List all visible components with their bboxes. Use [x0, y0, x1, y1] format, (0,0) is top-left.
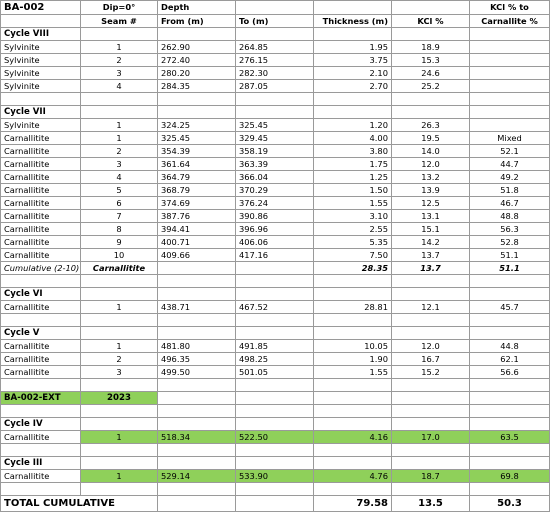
total-carnallite: 50.3	[470, 496, 550, 512]
seam-cell: 3	[81, 366, 158, 379]
to-cell: 498.25	[236, 353, 314, 366]
to-cell: 282.30	[236, 67, 314, 80]
thickness-cell: 4.00	[314, 132, 392, 145]
from-cell: 374.69	[158, 197, 236, 210]
mineral-cell: Carnallitite	[1, 470, 81, 483]
seam-cell: 7	[81, 210, 158, 223]
carnallite-cell: 44.8	[470, 340, 550, 353]
carnallite-cell: 69.8	[470, 470, 550, 483]
from-cell: 354.39	[158, 145, 236, 158]
thickness-cell: 3.75	[314, 54, 392, 67]
table-row	[1, 132, 550, 145]
cumulative-row	[1, 262, 550, 275]
kcl-cell: 16.7	[392, 353, 470, 366]
from-cell: 361.64	[158, 158, 236, 171]
thickness-cell: 4.16	[314, 431, 392, 444]
from-cell: 368.79	[158, 184, 236, 197]
thickness-cell: 2.10	[314, 67, 392, 80]
thickness-cell: 3.80	[314, 145, 392, 158]
kcl-cell: 25.2	[392, 80, 470, 93]
table-row	[1, 184, 550, 197]
seam-cell: 1	[81, 119, 158, 132]
dip-label: Dip=0°	[81, 1, 158, 15]
kcl-cell: 24.6	[392, 67, 470, 80]
from-cell: 325.45	[158, 132, 236, 145]
total-label: TOTAL CUMULATIVE	[1, 496, 158, 512]
ext-label: BA-002-EXT	[1, 392, 81, 405]
table-row	[1, 54, 550, 67]
carnallite-cell	[470, 41, 550, 54]
seam-cell: 8	[81, 223, 158, 236]
carnallite-cell: 48.8	[470, 210, 550, 223]
from-cell: 364.79	[158, 171, 236, 184]
table-row	[1, 223, 550, 236]
mineral-cell: Sylvinite	[1, 41, 81, 54]
kcl-cell: 13.2	[392, 171, 470, 184]
table-row	[1, 210, 550, 223]
kcl-cell: 13.9	[392, 184, 470, 197]
total-thickness: 79.58	[314, 496, 392, 512]
thickness-cell: 1.75	[314, 158, 392, 171]
seam-cell: 1	[81, 41, 158, 54]
mineral-cell: Carnallitite	[1, 249, 81, 262]
table-row	[1, 353, 550, 366]
kcl-cell: 15.3	[392, 54, 470, 67]
blank-row	[1, 405, 550, 418]
thickness-cell: 28.81	[314, 301, 392, 314]
kcl-cell: 18.7	[392, 470, 470, 483]
table-row	[1, 80, 550, 93]
to-cell: 467.52	[236, 301, 314, 314]
table-row	[1, 431, 550, 444]
carnallite-cell: 51.1	[470, 249, 550, 262]
mineral-cell: Sylvinite	[1, 54, 81, 67]
mineral-cell: Carnallitite	[1, 353, 81, 366]
mineral-cell: Carnallitite	[1, 223, 81, 236]
carnallite-cell	[470, 54, 550, 67]
seam-cell: 1	[81, 340, 158, 353]
section-cycle-iii	[1, 457, 550, 470]
carnallite-cell: 45.7	[470, 301, 550, 314]
thickness-cell: 2.70	[314, 80, 392, 93]
table-row	[1, 470, 550, 483]
blank-row	[1, 275, 550, 288]
kcl-to-label: KCl % to	[470, 1, 550, 15]
thickness-cell: 5.35	[314, 236, 392, 249]
from-cell: 284.35	[158, 80, 236, 93]
blank-row	[1, 93, 550, 106]
section-label: Cycle VI	[1, 288, 81, 301]
seam-cell: 1	[81, 132, 158, 145]
from-cell: 438.71	[158, 301, 236, 314]
kcl-cell: 12.5	[392, 197, 470, 210]
to-cell: 376.24	[236, 197, 314, 210]
mineral-cell: Sylvinite	[1, 119, 81, 132]
from-cell: 324.25	[158, 119, 236, 132]
table-row	[1, 119, 550, 132]
section-cycle-iv	[1, 418, 550, 431]
header-row-2	[1, 15, 550, 28]
blank-row	[1, 379, 550, 392]
table-row	[1, 41, 550, 54]
from-cell: 518.34	[158, 431, 236, 444]
carnallite-cell: 56.3	[470, 223, 550, 236]
cumulative-carnallite: 51.1	[470, 262, 550, 275]
table-row	[1, 67, 550, 80]
kcl-header: KCl %	[392, 15, 470, 28]
carnallite-cell: 52.8	[470, 236, 550, 249]
carnallite-cell: 52.1	[470, 145, 550, 158]
mineral-cell: Sylvinite	[1, 80, 81, 93]
carnallite-cell: 62.1	[470, 353, 550, 366]
carnallite-cell: 63.5	[470, 431, 550, 444]
to-cell: 287.05	[236, 80, 314, 93]
from-cell: 496.35	[158, 353, 236, 366]
seam-cell: 1	[81, 301, 158, 314]
thickness-cell: 1.55	[314, 197, 392, 210]
to-cell: 366.04	[236, 171, 314, 184]
carnallite-cell: Mixed	[470, 132, 550, 145]
carnallite-cell	[470, 80, 550, 93]
kcl-cell: 13.1	[392, 210, 470, 223]
carnallite-cell	[470, 67, 550, 80]
carnallite-cell	[470, 119, 550, 132]
section-label: Cycle IV	[1, 418, 81, 431]
thickness-cell: 1.20	[314, 119, 392, 132]
thickness-cell: 7.50	[314, 249, 392, 262]
kcl-cell: 15.1	[392, 223, 470, 236]
total-row	[1, 496, 550, 512]
mineral-cell: Carnallitite	[1, 431, 81, 444]
carnallite-cell: 46.7	[470, 197, 550, 210]
kcl-cell: 18.9	[392, 41, 470, 54]
table-row	[1, 301, 550, 314]
from-cell: 481.80	[158, 340, 236, 353]
cumulative-mineral: Carnallitite	[81, 262, 158, 275]
seam-cell: 4	[81, 80, 158, 93]
seam-header: Seam #	[81, 15, 158, 28]
seam-cell: 3	[81, 67, 158, 80]
thickness-cell: 4.76	[314, 470, 392, 483]
to-cell: 264.85	[236, 41, 314, 54]
section-label: Cycle V	[1, 327, 81, 340]
to-cell: 396.96	[236, 223, 314, 236]
mineral-cell: Carnallitite	[1, 301, 81, 314]
cumulative-thickness: 28.35	[314, 262, 392, 275]
table-row	[1, 249, 550, 262]
to-cell: 417.16	[236, 249, 314, 262]
to-cell: 406.06	[236, 236, 314, 249]
cumulative-kcl: 13.7	[392, 262, 470, 275]
thickness-cell: 1.95	[314, 41, 392, 54]
mineral-cell: Carnallitite	[1, 132, 81, 145]
from-header: From (m)	[158, 15, 236, 28]
thickness-cell: 2.55	[314, 223, 392, 236]
mineral-cell: Carnallitite	[1, 158, 81, 171]
mineral-cell: Carnallitite	[1, 184, 81, 197]
seam-cell: 6	[81, 197, 158, 210]
kcl-cell: 15.2	[392, 366, 470, 379]
seam-cell: 1	[81, 470, 158, 483]
to-cell: 358.19	[236, 145, 314, 158]
carnallite-cell: 49.2	[470, 171, 550, 184]
to-cell: 276.15	[236, 54, 314, 67]
table-row	[1, 236, 550, 249]
kcl-cell: 19.5	[392, 132, 470, 145]
from-cell: 394.41	[158, 223, 236, 236]
kcl-cell: 12.1	[392, 301, 470, 314]
to-cell: 491.85	[236, 340, 314, 353]
blank-row	[1, 483, 550, 496]
ext-year: 2023	[81, 392, 158, 405]
mineral-cell: Carnallitite	[1, 236, 81, 249]
cumulative-label: Cumulative (2-10)	[1, 262, 81, 275]
mineral-cell: Carnallitite	[1, 145, 81, 158]
mineral-cell: Carnallitite	[1, 197, 81, 210]
from-cell: 409.66	[158, 249, 236, 262]
from-cell: 280.20	[158, 67, 236, 80]
kcl-cell: 12.0	[392, 158, 470, 171]
blank-row	[1, 314, 550, 327]
kcl-cell: 12.0	[392, 340, 470, 353]
carnallite-cell: 56.6	[470, 366, 550, 379]
mineral-cell: Carnallitite	[1, 171, 81, 184]
kcl-cell: 14.2	[392, 236, 470, 249]
table-row	[1, 366, 550, 379]
kcl-cell: 26.3	[392, 119, 470, 132]
seam-cell: 2	[81, 145, 158, 158]
to-cell: 533.90	[236, 470, 314, 483]
from-cell: 387.76	[158, 210, 236, 223]
header-row-1	[1, 1, 550, 15]
from-cell: 272.40	[158, 54, 236, 67]
table-row	[1, 158, 550, 171]
carnallite-cell: 44.7	[470, 158, 550, 171]
kcl-cell: 17.0	[392, 431, 470, 444]
seam-cell: 5	[81, 184, 158, 197]
to-cell: 522.50	[236, 431, 314, 444]
from-cell: 262.90	[158, 41, 236, 54]
to-cell: 325.45	[236, 119, 314, 132]
mineral-cell: Carnallitite	[1, 340, 81, 353]
table-row	[1, 340, 550, 353]
mineral-cell: Carnallitite	[1, 366, 81, 379]
to-cell: 329.45	[236, 132, 314, 145]
to-header: To (m)	[236, 15, 314, 28]
thickness-cell: 3.10	[314, 210, 392, 223]
section-label: Cycle VII	[1, 106, 81, 119]
to-cell: 370.29	[236, 184, 314, 197]
carnallite-cell: 51.8	[470, 184, 550, 197]
kcl-cell: 14.0	[392, 145, 470, 158]
section-label: Cycle III	[1, 457, 81, 470]
carnallite-header: Carnallite %	[470, 15, 550, 28]
from-cell: 499.50	[158, 366, 236, 379]
depth-label: Depth	[158, 1, 236, 15]
kcl-cell: 13.7	[392, 249, 470, 262]
table-row	[1, 197, 550, 210]
section-label: Cycle VIII	[1, 28, 81, 41]
seam-cell: 1	[81, 431, 158, 444]
thickness-header: Thickness (m)	[314, 15, 392, 28]
to-cell: 501.05	[236, 366, 314, 379]
table-row	[1, 145, 550, 158]
thickness-cell: 1.90	[314, 353, 392, 366]
table-row	[1, 171, 550, 184]
section-cycle-vi	[1, 288, 550, 301]
thickness-cell: 10.05	[314, 340, 392, 353]
ext-row	[1, 392, 550, 405]
thickness-cell: 1.50	[314, 184, 392, 197]
section-cycle-viii	[1, 28, 550, 41]
from-cell: 400.71	[158, 236, 236, 249]
mineral-cell: Carnallitite	[1, 210, 81, 223]
thickness-cell: 1.55	[314, 366, 392, 379]
seam-cell: 2	[81, 54, 158, 67]
seam-cell: 2	[81, 353, 158, 366]
seam-cell: 10	[81, 249, 158, 262]
mineral-cell: Sylvinite	[1, 67, 81, 80]
seam-cell: 3	[81, 158, 158, 171]
seam-cell: 4	[81, 171, 158, 184]
thickness-cell: 1.25	[314, 171, 392, 184]
total-kcl: 13.5	[392, 496, 470, 512]
to-cell: 390.86	[236, 210, 314, 223]
to-cell: 363.39	[236, 158, 314, 171]
seam-cell: 9	[81, 236, 158, 249]
section-cycle-v	[1, 327, 550, 340]
hole-title: BA-002	[1, 1, 81, 15]
section-cycle-vii	[1, 106, 550, 119]
blank-row	[1, 444, 550, 457]
from-cell: 529.14	[158, 470, 236, 483]
